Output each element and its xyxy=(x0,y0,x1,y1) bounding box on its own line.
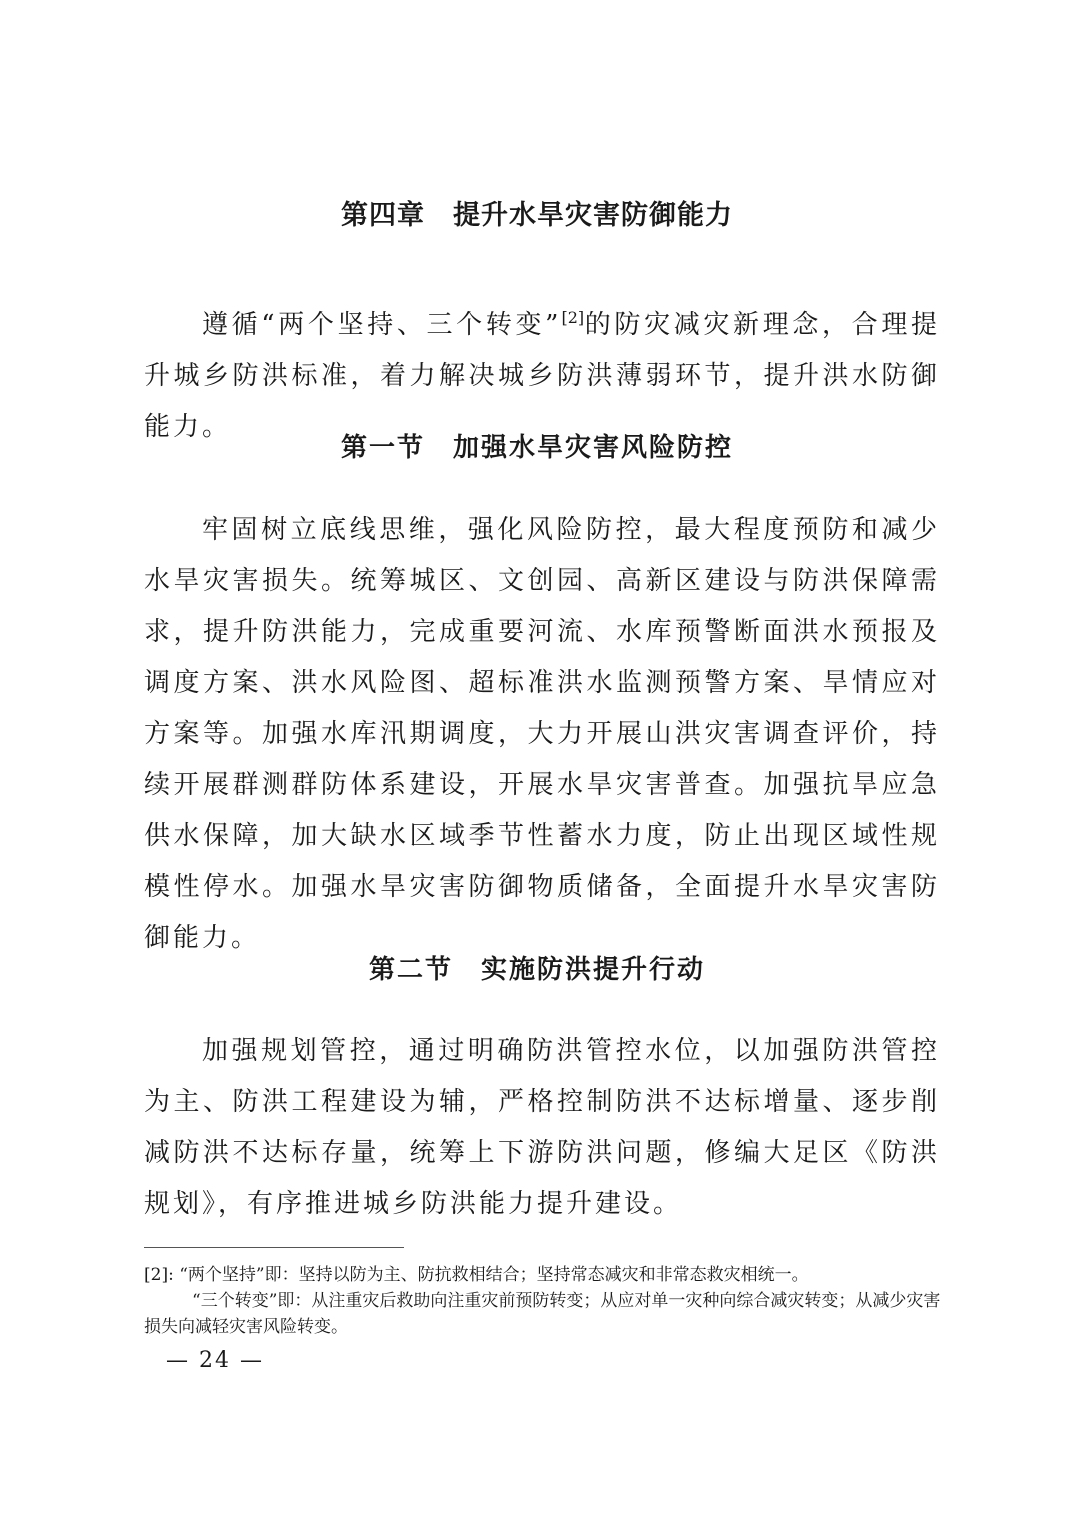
section-title: 实施防洪提升行动 xyxy=(481,955,706,985)
footnote-separator xyxy=(144,1247,404,1248)
section-2-paragraph: 加强规划管控，通过明确防洪管控水位，以加强防洪管控为主、防洪工程建设为辅，严格控制防洪不达标增量、逐步削减防洪不达标存量，统筹上下游防洪问题，修编大足区《防洪规划》，有序推进城乡防洪能力提升建设。 xyxy=(144,1036,940,1219)
chapter-number: 第四章 xyxy=(341,200,425,231)
footnote-marker: [2]: xyxy=(144,1265,174,1285)
footnote-line-2: “三个转变”即：从注重灾后救助向注重灾前预防转变；从应对单一灾种向综合减灾转变；从减少灾害损失向减轻灾害风险转变。 xyxy=(144,1291,941,1337)
footnote-reference[interactable]: [2] xyxy=(561,308,585,327)
intro-text-before: 遵循“两个坚持、三个转变” xyxy=(202,310,562,340)
section-number: 第二节 xyxy=(368,955,453,985)
section-title: 加强水旱灾害风险防控 xyxy=(453,433,734,463)
footnote-line-1 xyxy=(144,1262,944,1288)
section-heading-2 xyxy=(0,950,1074,990)
chapter-title: 提升水旱灾害防御能力 xyxy=(453,200,733,231)
footnote-text-1: “两个坚持”即：坚持以防为主、防抗救相结合；坚持常态减灾和非常态救灾相统一。 xyxy=(179,1265,809,1285)
section-heading-1 xyxy=(0,428,1074,468)
chapter-heading xyxy=(0,196,1074,236)
section-1-paragraph: 牢固树立底线思维，强化风险防控，最大程度预防和减少水旱灾害损失。统筹城区、文创园、高新区建设与防洪保障需求，提升防洪能力，完成重要河流、水库预警断面洪水预报及调度方案、洪水风险图、超标准洪水监测预警方案、旱情应对方案等。加强水库汛期调度，大力开展山洪灾害调查评价，持续开展群测群防体系建设，开展水旱灾害普查。加强抗旱应急供水保障，加大缺水区域季节性蓄水力度，防止出现区域性规模性停水。加强水旱灾害防御物质储备，全面提升水旱灾害防御能力。 xyxy=(144,515,940,953)
page-number: — 24 — xyxy=(166,1348,264,1373)
intro-text-after: 的防灾减灾新理念，合理提升城乡防洪标准，着力解决城乡防洪薄弱环节，提升洪水防御能力。 xyxy=(144,310,940,442)
section-number: 第一节 xyxy=(340,433,425,463)
